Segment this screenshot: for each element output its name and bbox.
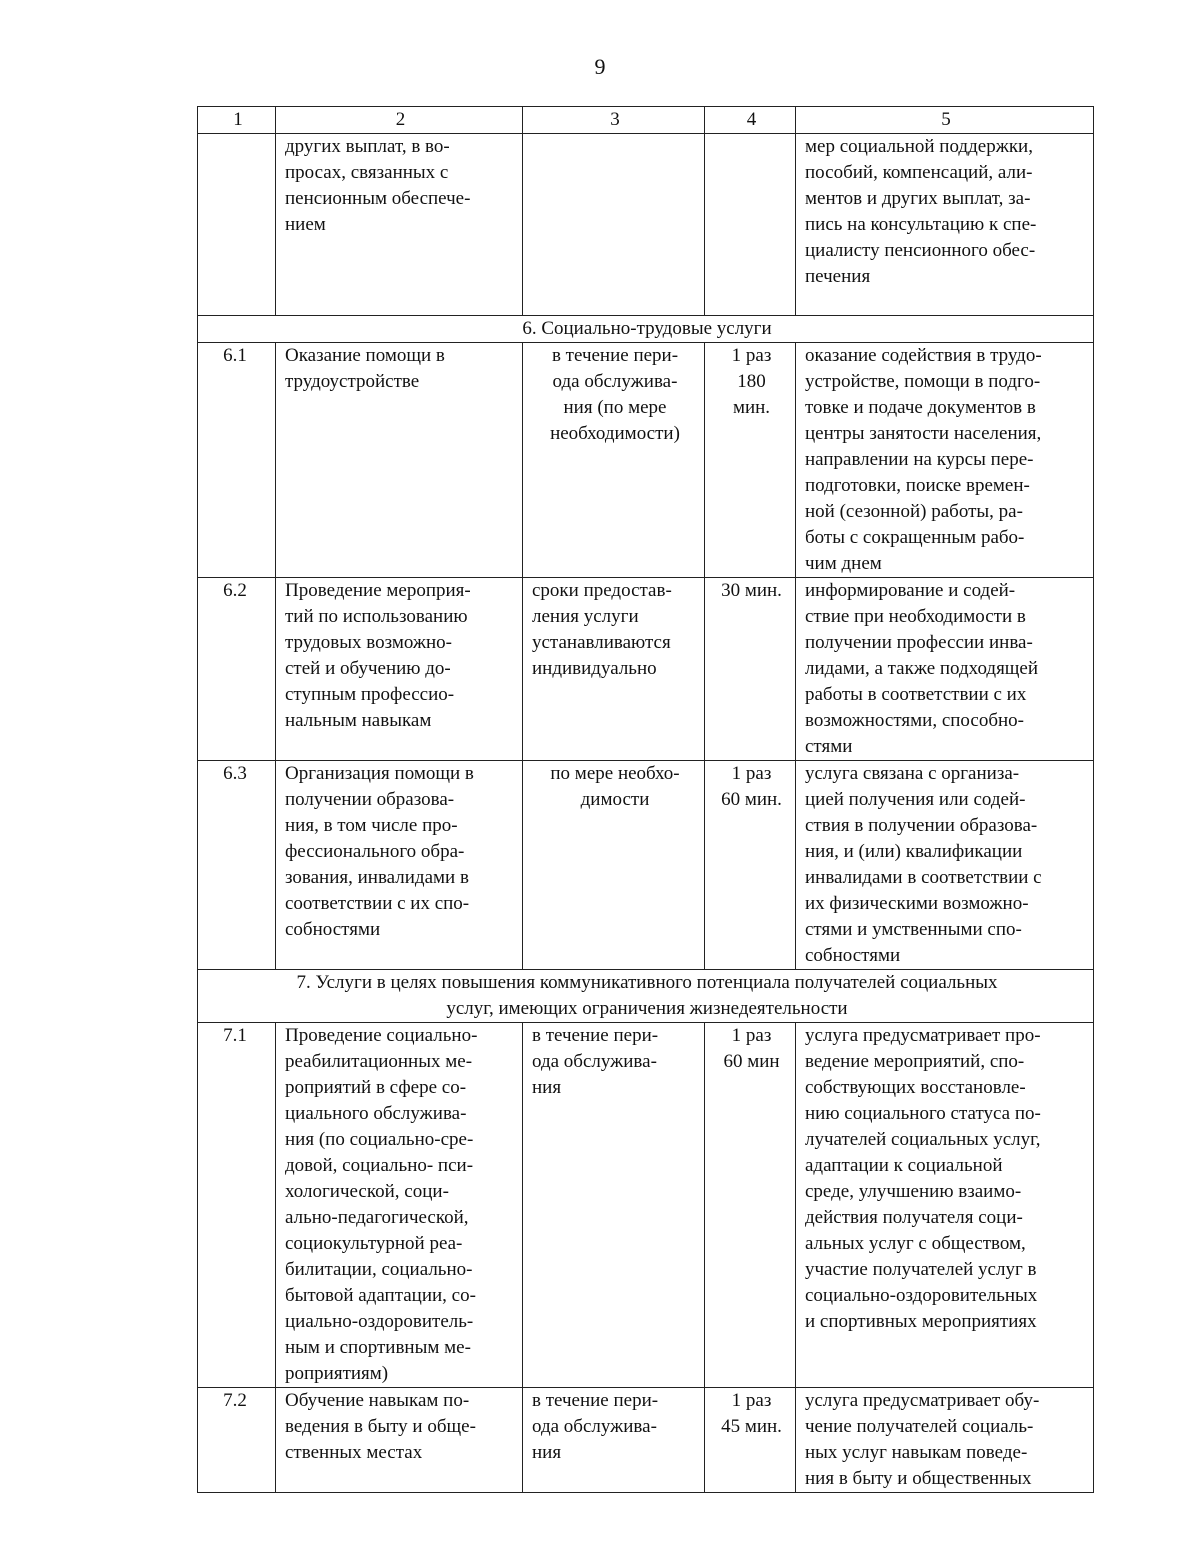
- row-description: информирование и содей- ствие при необходимости в получении профессии инва- лидами, а также подходящей работы в соответствии с их возможностями, способно- стями: [796, 578, 1094, 761]
- row-volume: 30 мин.: [705, 578, 796, 761]
- row-period: в течение пери- ода обслужива- ния: [523, 1023, 705, 1388]
- row-service: Организация помощи в получении образова- ния, в том числе про- фессионального обра- зования, инвалидами в соответствии с их спо- собностями: [276, 761, 523, 970]
- row-volume: 1 раз 60 мин.: [705, 761, 796, 970]
- row-description: услуга предусматривает про- ведение мероприятий, спо- собствующих восстановле- нию социального статуса по- лучателей социальных услуг, адаптации к социальной среде, улучшению взаимо- действия получателя соци- альных услуг с обществом, участие получателей услуг в социально-оздоровительных и спортивных мероприятиях: [796, 1023, 1094, 1388]
- row-number: 7.2: [198, 1388, 276, 1493]
- row-volume: [705, 134, 796, 316]
- page-number: 9: [594, 54, 606, 79]
- section-6-title: 6. Социально-трудовые услуги: [198, 316, 1094, 343]
- section-7-title: 7. Услуги в целях повышения коммуникативного потенциала получателей социальных услуг, имеющих ограничения жизнедеятельности: [198, 970, 1094, 1023]
- row-service: Проведение мероприя- тий по использованию трудовых возможно- стей и обучению до- ступным профессио- нальным навыкам: [276, 578, 523, 761]
- row-service: Обучение навыкам по- ведения в быту и обще- ственных местах: [276, 1388, 523, 1493]
- header-col-1: 1: [198, 107, 276, 134]
- section-row: [198, 970, 1094, 1023]
- row-number: 7.1: [198, 1023, 276, 1388]
- row-period: [523, 134, 705, 316]
- row-number: 6.2: [198, 578, 276, 761]
- row-period: по мере необхо- димости: [523, 761, 705, 970]
- row-period: сроки предостав- ления услуги устанавливаются индивидуально: [523, 578, 705, 761]
- table-row: [198, 343, 1094, 578]
- row-volume: 1 раз 45 мин.: [705, 1388, 796, 1493]
- section-row: [198, 316, 1094, 343]
- row-description: услуга связана с организа- цией получения или содей- ствия в получении образова- ния, и (или) квалификации инвалидами в соответствии с их физическими возможно- стями и умственными спо- собностями: [796, 761, 1094, 970]
- row-period: в течение пери- ода обслужива- ния (по мере необходимости): [523, 343, 705, 578]
- row-number: 6.3: [198, 761, 276, 970]
- row-service: Проведение социально- реабилитационных ме- роприятий в сфере со- циального обслужива- ния (по социально-сре- довой, социально- пси- хологической, соци- ально-педагогической, социокультурной реа- билитации, социально- бытовой адаптации, со- циально-оздоровитель- ным и спортивным ме- роприятиям): [276, 1023, 523, 1388]
- header-col-4: 4: [705, 107, 796, 134]
- header-row: [198, 107, 1094, 134]
- table-row: [198, 1388, 1094, 1493]
- header-col-5: 5: [796, 107, 1094, 134]
- row-number: [198, 134, 276, 316]
- row-volume: 1 раз 60 мин: [705, 1023, 796, 1388]
- row-service: Оказание помощи в трудоустройстве: [276, 343, 523, 578]
- table-row: [198, 761, 1094, 970]
- services-table: [197, 106, 1094, 1493]
- header-col-3: 3: [523, 107, 705, 134]
- row-description: услуга предусматривает обу- чение получателей социаль- ных услуг навыкам поведе- ния в быту и общественных: [796, 1388, 1094, 1493]
- row-period: в течение пери- ода обслужива- ния: [523, 1388, 705, 1493]
- row-description: мер социальной поддержки, пособий, компенсаций, али- ментов и других выплат, за- пись на консультацию к спе- циалисту пенсионного обес- печения: [796, 134, 1094, 316]
- table-row: [198, 134, 1094, 316]
- row-service: других выплат, в во- просах, связанных с пенсионным обеспече- нием: [276, 134, 523, 316]
- row-description: оказание содействия в трудо- устройстве, помощи в подго- товке и подаче документов в центры занятости населения, направлении на курсы пере- подготовки, поиске времен- ной (сезонной) работы, ра- боты с сокращенным рабо- чим днем: [796, 343, 1094, 578]
- header-col-2: 2: [276, 107, 523, 134]
- row-volume: 1 раз 180 мин.: [705, 343, 796, 578]
- row-number: 6.1: [198, 343, 276, 578]
- table-row: [198, 1023, 1094, 1388]
- table-row: [198, 578, 1094, 761]
